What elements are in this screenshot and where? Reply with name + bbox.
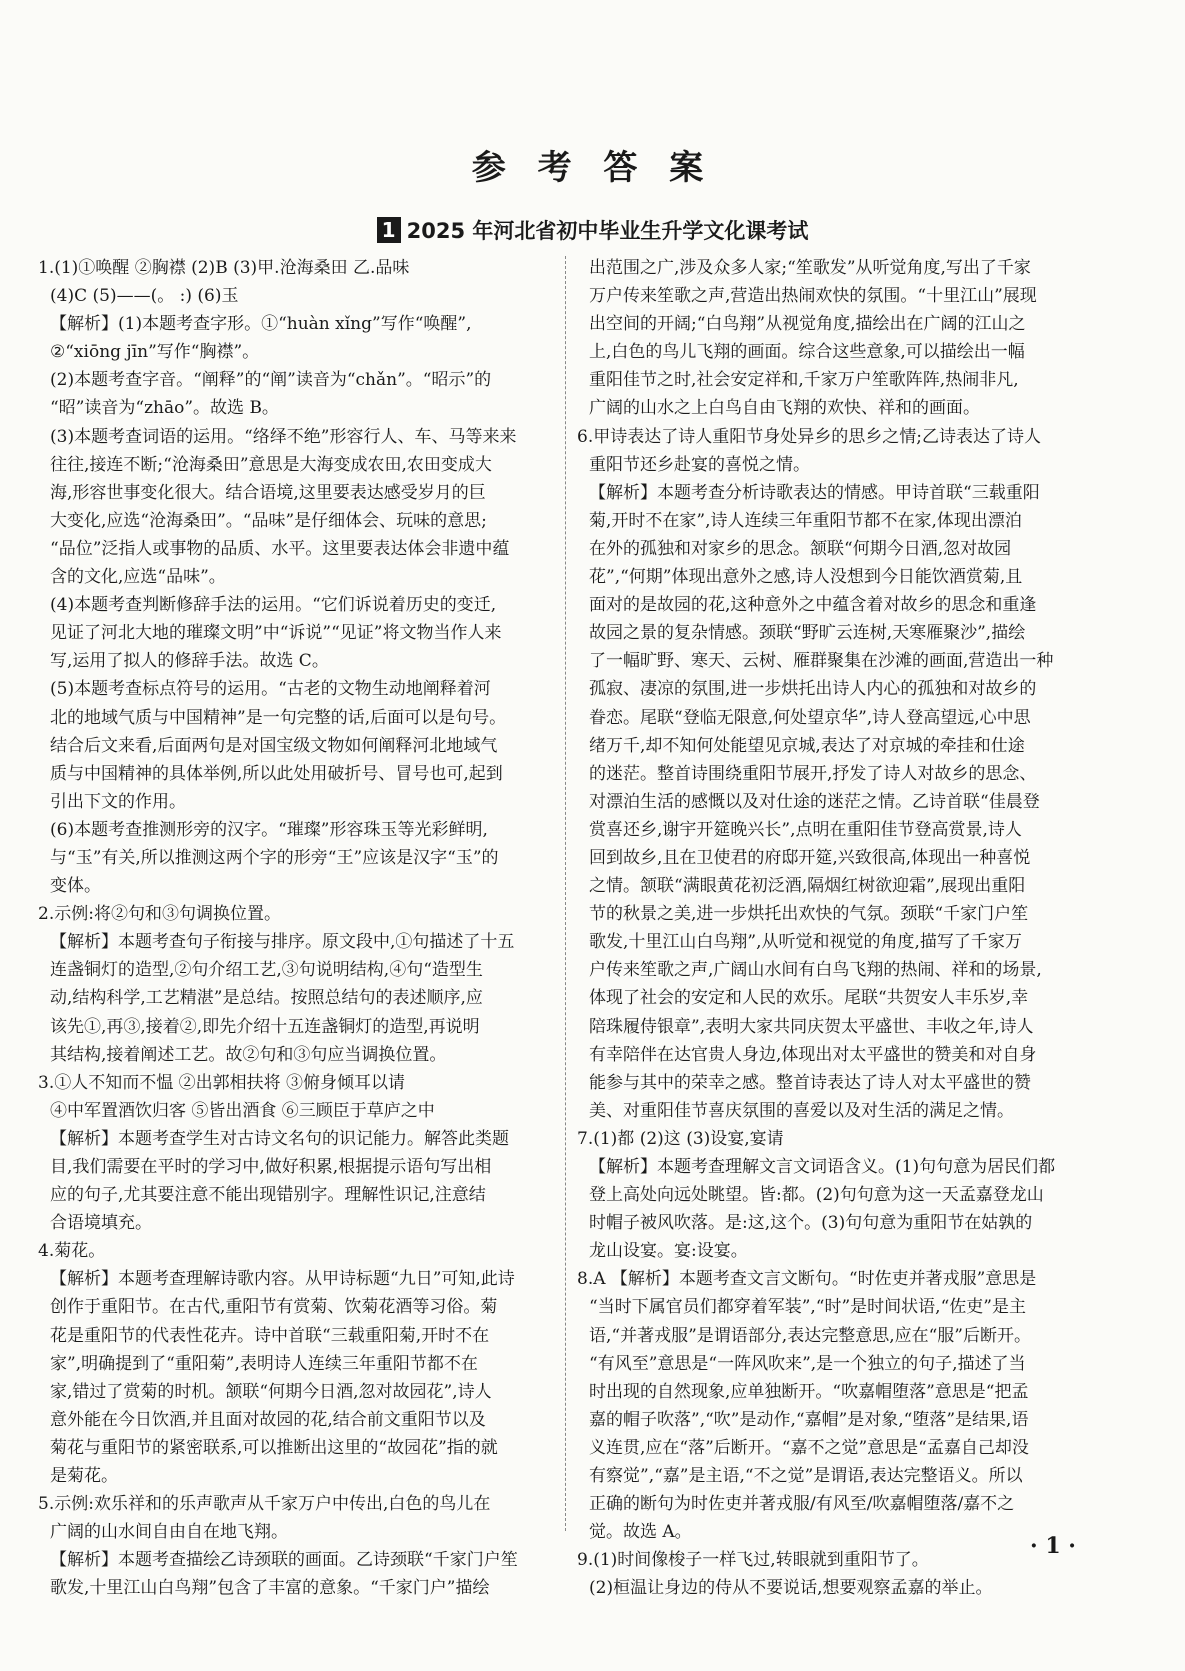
text-line: 5.示例:欢乐祥和的乐声歌声从千家万户中传出,白色的鸟儿在 <box>38 1494 491 1515</box>
text-line: 海,形容世事变化很大。结合语境,这里要表达感受岁月的巨 <box>50 482 486 503</box>
text-line: 菊花与重阳节的紧密联系,可以推断出这里的“故园花”指的就 <box>50 1437 498 1458</box>
text-line: 往往,接连不断;“沧海桑田”意思是大海变成农田,农田变成大 <box>50 454 492 475</box>
text-line: 结合后文来看,后面两句是对国宝级文物如何阐释河北地域气 <box>50 735 498 756</box>
text-line: 义连贯,应在“落”后断开。“嘉不之觉”意思是“孟嘉自己却没 <box>589 1437 1029 1458</box>
text-line: 【解析】(1)本题考查字形。①“huàn xǐng”写作“唤醒”, <box>50 314 472 335</box>
text-line: 应的句子,尤其要注意不能出现错别字。理解性识记,注意结 <box>50 1185 486 1206</box>
text-line: 赏喜还乡,谢宇开筵晚兴长”,点明在重阳佳节登高赏景,诗人 <box>589 819 1022 840</box>
text-line: 花”,“何期”体现出意外之感,诗人没想到今日能饮酒赏菊,且 <box>589 567 1023 588</box>
text-line: 孤寂、凄凉的氛围,进一步烘托出诗人内心的孤独和对故乡的 <box>589 679 1037 700</box>
text-line: 创作于重阳节。在古代,重阳节有赏菊、饮菊花酒等习俗。菊 <box>50 1297 498 1318</box>
text-line: ④中军置酒饮归客 ⑤皆出酒食 ⑥三顾臣于草庐之中 <box>50 1100 435 1121</box>
text-line: 花是重阳节的代表性花卉。诗中首联“三载重阳菊,开时不在 <box>50 1325 490 1346</box>
text-line: 有幸陪伴在达官贵人身边,体现出对太平盛世的赞美和对自身 <box>589 1044 1037 1065</box>
text-line: 菊,开时不在家”,诗人连续三年重阳节都不在家,体现出漂泊 <box>589 510 1022 531</box>
text-line: 写,运用了拟人的修辞手法。故选 C。 <box>50 651 329 672</box>
text-line: 体现了社会的安定和人民的欢乐。尾联“共贺安人丰乐岁,幸 <box>589 988 1029 1009</box>
text-line: 6.甲诗表达了诗人重阳节身处异乡的思乡之情;乙诗表达了诗人 <box>577 426 1041 447</box>
text-line: “当时下属官员们都穿着军装”,“时”是时间状语,“佐吏”是主 <box>589 1297 1026 1318</box>
text-line: 见证了河北大地的璀璨文明”中“诉说”“见证”将文物当作人来 <box>50 623 502 644</box>
text-line: 质与中国精神的具体举例,所以此处用破折号、冒号也可,起到 <box>50 763 503 784</box>
text-line: (2)桓温让身边的侍从不要说话,想要观察孟嘉的举止。 <box>589 1578 993 1599</box>
text-line: 8.A 【解析】本题考查文言文断句。“时佐吏并著戎服”意思是 <box>577 1269 1037 1290</box>
text-line: 在外的孤独和对家乡的思念。颔联“何期今日酒,忽对故园 <box>589 538 1012 559</box>
text-line: 【解析】本题考查句子衔接与排序。原文段中,①句描述了十五 <box>50 932 515 953</box>
exam-title: 2025 年河北省初中毕业生升学文化课考试 <box>406 219 809 243</box>
text-line: “品位”泛指人或事物的品质、水平。这里要表达体会非遗中蕴 <box>50 538 510 559</box>
text-line: 美、对重阳佳节喜庆氛围的喜爱以及对生活的满足之情。 <box>589 1100 1014 1121</box>
text-line: “昭”读音为“zhāo”。故选 B。 <box>50 398 279 419</box>
text-line: 面对的是故园的花,这种意外之中蕴含着对故乡的思念和重逢 <box>589 595 1037 616</box>
text-line: 的迷茫。整首诗围绕重阳节展开,抒发了诗人对故乡的思念、 <box>589 763 1037 784</box>
text-line: 变体。 <box>50 876 101 897</box>
text-line: 大变化,应选“沧海桑田”。“品味”是仔细体会、玩味的意思; <box>50 510 487 531</box>
text-line: 该先①,再③,接着②,即先介绍十五连盏铜灯的造型,再说明 <box>50 1016 480 1037</box>
text-line: (2)本题考查字音。“阐释”的“阐”读音为“chǎn”。“昭示”的 <box>50 370 492 391</box>
text-line: 是菊花。 <box>50 1466 118 1487</box>
text-line: (4)本题考查判断修辞手法的运用。“它们诉说着历史的变迁, <box>50 595 497 616</box>
text-line: 回到故乡,且在卫使君的府邸开筵,兴致很高,体现出一种喜悦 <box>589 847 1031 868</box>
text-line: “有风至”意思是“一阵风吹来”,是一个独立的句子,描述了当 <box>589 1353 1026 1374</box>
text-line: 时帽子被风吹落。是:这,这个。(3)句句意为重阳节在姑孰的 <box>589 1213 1033 1234</box>
text-line: 登上高处向远处眺望。皆:都。(2)句句意为这一天孟嘉登龙山 <box>589 1185 1044 1206</box>
text-line: 嘉的帽子吹落”,“吹”是动作,“嘉帽”是对象,“堕落”是结果,语 <box>589 1409 1029 1430</box>
text-line: 陪珠履侍银章”,表明大家共同庆贺太平盛世、丰收之年,诗人 <box>589 1016 1034 1037</box>
exam-heading <box>0 215 1185 245</box>
text-line: 【解析】本题考查描绘乙诗颈联的画面。乙诗颈联“千家门户笙 <box>50 1550 518 1571</box>
page-title: 参 考 答 案 <box>471 148 714 188</box>
text-line: 目,我们需要在平时的学习中,做好积累,根据提示语句写出相 <box>50 1157 492 1177</box>
text-line: 合语境填充。 <box>50 1213 152 1234</box>
text-line: 7.(1)都 (2)这 (3)设宴,宴请 <box>577 1128 784 1149</box>
text-line: 有察觉”,“嘉”是主语,“不之觉”是谓语,表达完整语义。所以 <box>589 1466 1023 1487</box>
text-line: ②“xiōng jīn”写作“胸襟”。 <box>50 342 260 363</box>
text-line: 含的文化,应选“品味”。 <box>50 567 226 588</box>
text-line: 歌发,十里江山白鸟翔”,从听觉和视觉的角度,描写了千家万 <box>589 932 1022 953</box>
left-column <box>38 254 558 1603</box>
text-line: 连盏铜灯的造型,②句介绍工艺,③句说明结构,④句“造型生 <box>50 960 483 981</box>
text-line: 重阳佳节之时,社会安定祥和,千家万户笙歌阵阵,热闹非凡, <box>589 370 1019 391</box>
text-line: 歌发,十里江山白鸟翔”包含了丰富的意象。“千家门户”描绘 <box>50 1578 490 1599</box>
text-line: 能参与其中的荣幸之感。整首诗表达了诗人对太平盛世的赞 <box>589 1072 1031 1093</box>
text-line: 万户传来笙歌之声,营造出热闹欢快的氛围。“十里江山”展现 <box>589 286 1037 307</box>
text-line: 重阳节还乡赴宴的喜悦之情。 <box>589 454 810 475</box>
text-line: 【解析】本题考查学生对古诗文名句的识记能力。解答此类题 <box>50 1128 509 1149</box>
text-line: 【解析】本题考查理解文言文词语含义。(1)句句意为居民们都 <box>589 1157 1056 1177</box>
text-line: 9.(1)时间像梭子一样飞过,转眼就到重阳节了。 <box>577 1550 929 1571</box>
text-line: 动,结构科学,工艺精湛”是总结。按照总结句的表述顺序,应 <box>50 988 483 1009</box>
text-line: 家”,明确提到了“重阳菊”,表明诗人连续三年重阳节都不在 <box>50 1353 478 1374</box>
text-line: 正确的断句为时佐吏并著戎服/有风至/吹嘉帽堕落/嘉不之 <box>589 1494 1015 1515</box>
text-line: 意外能在今日饮酒,并且面对故园的花,结合前文重阳节以及 <box>50 1409 486 1430</box>
text-line: 广阔的山水之上白鸟自由飞翔的欢快、祥和的画面。 <box>589 398 980 419</box>
text-line: 语,“并著戎服”是谓语部分,表达完整意思,应在“服”后断开。 <box>589 1325 1031 1346</box>
text-line: 出范围之广,涉及众多人家;“笙歌发”从听觉角度,写出了千家 <box>589 258 1031 278</box>
text-line: 故园之景的复杂情感。颈联“野旷云连树,天寒雁聚沙”,描绘 <box>589 623 1026 644</box>
text-line: (4)C (5)——(。 :) (6)玉 <box>50 286 239 307</box>
text-line: 对漂泊生活的感慨以及对仕途的迷茫之情。乙诗首联“佳晨登 <box>589 791 1040 812</box>
text-line: 北的地域气质与中国精神”是一句完整的话,后面可以是句号。 <box>50 707 507 728</box>
text-line: 广阔的山水间自由自在地飞翔。 <box>50 1522 288 1543</box>
text-line: 户传来笙歌之声,广阔山水间有白鸟飞翔的热闹、祥和的场景, <box>589 960 1042 981</box>
page-number: · 1 · <box>1030 1533 1076 1559</box>
text-line: 引出下文的作用。 <box>50 791 186 812</box>
text-line: 【解析】本题考查理解诗歌内容。从甲诗标题“九日”可知,此诗 <box>50 1269 515 1290</box>
text-line: 龙山设宴。宴:设宴。 <box>589 1241 748 1262</box>
text-line: 之情。颔联“满眼黄花初泛酒,隔烟红树欲迎霜”,展现出重阳 <box>589 876 1026 897</box>
text-line: 时出现的自然现象,应单独断开。“吹嘉帽堕落”意思是“把孟 <box>589 1381 1029 1402</box>
text-line: 【解析】本题考查分析诗歌表达的情感。甲诗首联“三载重阳 <box>589 482 1040 503</box>
exam-number-badge: 1 <box>377 217 401 243</box>
text-line: 了一幅旷野、寒天、云树、雁群聚集在沙滩的画面,营造出一种 <box>589 651 1054 672</box>
text-line: (6)本题考查推测形旁的汉字。“璀璨”形容珠玉等光彩鲜明, <box>50 819 488 840</box>
text-line: 绪万千,却不知何处能望见京城,表达了对京城的牵挂和仕途 <box>589 735 1025 756</box>
right-column <box>577 254 1097 1603</box>
text-line: 出空间的开阔;“白鸟翔”从视觉角度,描绘出在广阔的江山之 <box>589 314 1026 335</box>
text-line: 3.①人不知而不愠 ②出郭相扶将 ③俯身倾耳以请 <box>38 1072 406 1093</box>
text-line: 1.(1)①唤醒 ②胸襟 (2)B (3)甲.沧海桑田 乙.品味 <box>38 258 410 278</box>
text-line: 家,错过了赏菊的时机。颔联“何期今日酒,忽对故园花”,诗人 <box>50 1381 492 1402</box>
text-line: 上,白色的鸟儿飞翔的画面。综合这些意象,可以描绘出一幅 <box>589 342 1025 363</box>
column-divider <box>565 256 566 1531</box>
text-line: 4.菊花。 <box>38 1241 106 1262</box>
text-line: 眷恋。尾联“登临无限意,何处望京华”,诗人登高望远,心中思 <box>589 707 1031 728</box>
text-line: (3)本题考查词语的运用。“络绎不绝”形容行人、车、马等来来 <box>50 426 517 447</box>
text-line: (5)本题考查标点符号的运用。“古老的文物生动地阐释着河 <box>50 679 491 700</box>
text-line: 与“玉”有关,所以推测这两个字的形旁“王”应该是汉字“玉”的 <box>50 847 499 868</box>
text-line: 其结构,接着阐述工艺。故②句和③句应当调换位置。 <box>50 1044 447 1065</box>
text-line: 觉。故选 A。 <box>589 1522 692 1543</box>
text-line: 节的秋景之美,进一步烘托出欢快的气氛。颈联“千家门户笙 <box>589 904 1029 925</box>
text-line: 2.示例:将②句和③句调换位置。 <box>38 904 281 925</box>
